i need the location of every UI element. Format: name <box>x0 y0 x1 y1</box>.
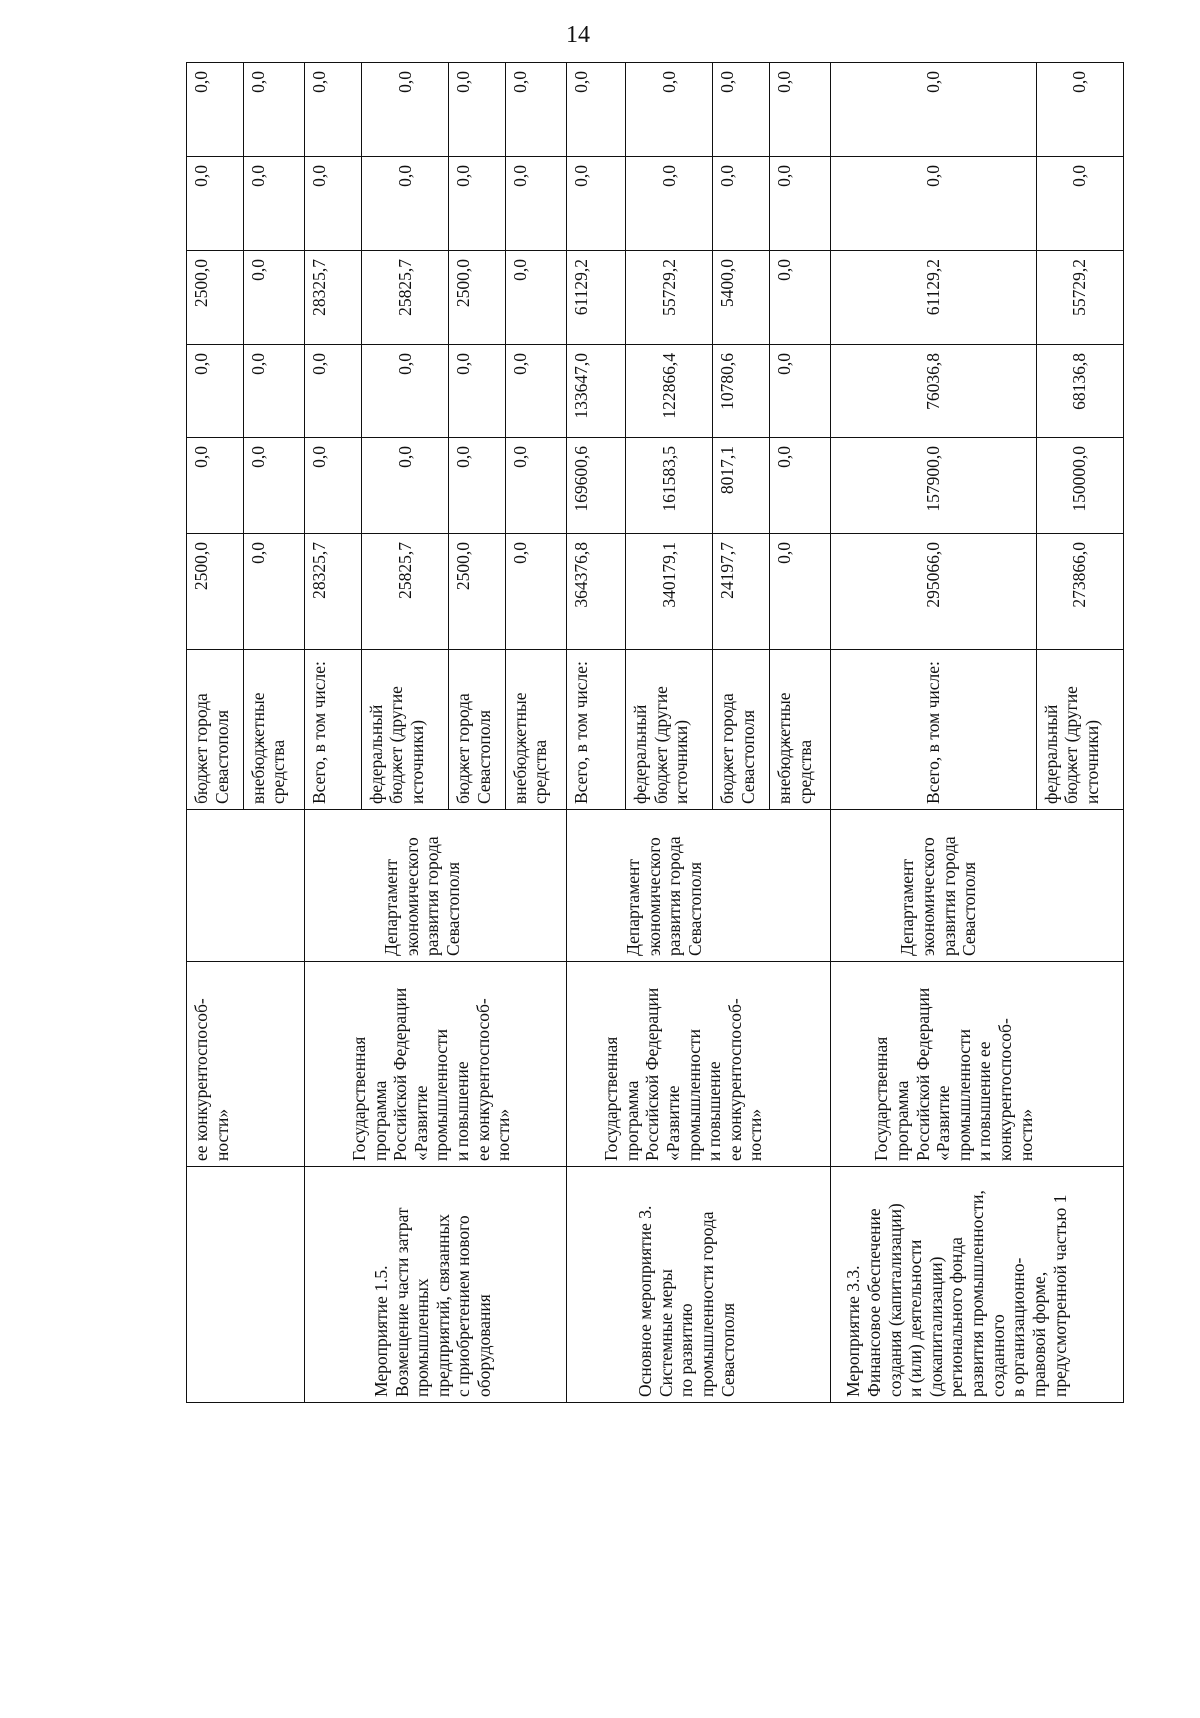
value-cell: 0,0 <box>713 157 770 251</box>
value-cell: 61129,2 <box>831 251 1036 345</box>
value-cell: 340179,1 <box>625 534 712 650</box>
value-cell: 169600,6 <box>566 438 625 534</box>
value-cell: 2500,0 <box>187 534 244 650</box>
value-cell: 0,0 <box>770 251 831 345</box>
value-cell: 0,0 <box>304 157 361 251</box>
value-cell: 0,0 <box>243 63 304 157</box>
value-cell: 0,0 <box>1036 63 1123 157</box>
value-cell: 0,0 <box>243 157 304 251</box>
value-cell: 0,0 <box>243 251 304 345</box>
value-cell: 0,0 <box>361 438 448 534</box>
measure-cell: Основное мероприятие 3. Системные меры по развитию промышленности города Севастополя <box>566 1167 830 1403</box>
funding-table <box>186 62 1124 1403</box>
program-cell: Государственная программа Российской Федерации «Развитие промышленности и повышение ее конкурентоспособ- ности» <box>566 962 830 1167</box>
rotated-table-wrapper <box>186 63 1124 1403</box>
value-cell: 0,0 <box>243 345 304 438</box>
value-cell: 0,0 <box>243 534 304 650</box>
program-cell: Государственная программа Российской Федерации «Развитие промышленности и повышение ее конкурентоспособ- ности» <box>304 962 566 1167</box>
value-cell: 0,0 <box>505 63 566 157</box>
value-cell: 273866,0 <box>1036 534 1123 650</box>
value-cell: 0,0 <box>361 345 448 438</box>
value-cell: 2500,0 <box>449 251 506 345</box>
table-row <box>831 63 1036 1403</box>
source-cell: Всего, в том числе: <box>566 650 625 810</box>
value-cell: 0,0 <box>187 63 244 157</box>
source-cell: Всего, в том числе: <box>831 650 1036 810</box>
executor-cell: Департамент экономического развития города Севастополя <box>831 810 1124 962</box>
value-cell: 2500,0 <box>187 251 244 345</box>
source-cell: федеральный бюджет (другие источники) <box>625 650 712 810</box>
value-cell: 0,0 <box>187 438 244 534</box>
value-cell: 0,0 <box>770 63 831 157</box>
value-cell: 0,0 <box>243 438 304 534</box>
value-cell: 0,0 <box>1036 157 1123 251</box>
value-cell: 25825,7 <box>361 251 448 345</box>
program-cell: ее конкурентоспособ- ности» <box>187 962 305 1167</box>
value-cell: 150000,0 <box>1036 438 1123 534</box>
source-cell: внебюджетные средства <box>770 650 831 810</box>
source-cell: внебюджетные средства <box>243 650 304 810</box>
value-cell: 0,0 <box>449 438 506 534</box>
value-cell: 5400,0 <box>713 251 770 345</box>
value-cell: 161583,5 <box>625 438 712 534</box>
source-cell: бюджет города Севастополя <box>449 650 506 810</box>
value-cell: 364376,8 <box>566 534 625 650</box>
value-cell: 0,0 <box>505 345 566 438</box>
value-cell: 0,0 <box>449 345 506 438</box>
value-cell: 55729,2 <box>1036 251 1123 345</box>
value-cell: 0,0 <box>361 157 448 251</box>
value-cell: 0,0 <box>713 63 770 157</box>
value-cell: 55729,2 <box>625 251 712 345</box>
value-cell: 0,0 <box>625 63 712 157</box>
measure-cell: Мероприятие 1.5. Возмещение части затрат промышленных предприятий, связанных с приобретением нового оборудования <box>304 1167 566 1403</box>
value-cell: 2500,0 <box>449 534 506 650</box>
value-cell: 0,0 <box>187 157 244 251</box>
value-cell: 0,0 <box>449 63 506 157</box>
value-cell: 0,0 <box>505 157 566 251</box>
executor-cell: Департамент экономического развития города Севастополя <box>566 810 830 962</box>
value-cell: 0,0 <box>505 438 566 534</box>
executor-cell: Департамент экономического развития города Севастополя <box>304 810 566 962</box>
value-cell: 10780,6 <box>713 345 770 438</box>
value-cell: 0,0 <box>770 345 831 438</box>
page-number: 14 <box>566 22 590 48</box>
table-row <box>566 63 625 1403</box>
value-cell: 0,0 <box>505 251 566 345</box>
value-cell: 0,0 <box>831 157 1036 251</box>
value-cell: 122866,4 <box>625 345 712 438</box>
source-cell: федеральный бюджет (другие источники) <box>361 650 448 810</box>
executor-cell <box>187 810 305 962</box>
value-cell: 28325,7 <box>304 534 361 650</box>
value-cell: 0,0 <box>625 157 712 251</box>
measure-cell <box>187 1167 305 1403</box>
value-cell: 295066,0 <box>831 534 1036 650</box>
program-cell: Государственная программа Российской Федерации «Развитие промышленности и повышение ее конкурентоспособ- ности» <box>831 962 1124 1167</box>
source-cell: Всего, в том числе: <box>304 650 361 810</box>
table-row <box>187 63 244 1403</box>
value-cell: 0,0 <box>304 345 361 438</box>
value-cell: 0,0 <box>449 157 506 251</box>
value-cell: 0,0 <box>770 157 831 251</box>
value-cell: 8017,1 <box>713 438 770 534</box>
value-cell: 28325,7 <box>304 251 361 345</box>
value-cell: 76036,8 <box>831 345 1036 438</box>
value-cell: 0,0 <box>831 63 1036 157</box>
value-cell: 0,0 <box>770 438 831 534</box>
source-cell: бюджет города Севастополя <box>713 650 770 810</box>
value-cell: 0,0 <box>566 63 625 157</box>
source-cell: федеральный бюджет (другие источники) <box>1036 650 1123 810</box>
source-cell: внебюджетные средства <box>505 650 566 810</box>
value-cell: 0,0 <box>187 345 244 438</box>
measure-cell: Мероприятие 3.3. Финансовое обеспечение создания (капитализации) и (или) деятельности (докапитализации) регионального фонда развития промышленности, созданного в организационно- правовой форме, предусмотренной частью 1 <box>831 1167 1124 1403</box>
value-cell: 0,0 <box>770 534 831 650</box>
value-cell: 68136,8 <box>1036 345 1123 438</box>
value-cell: 0,0 <box>361 63 448 157</box>
table-row <box>304 63 361 1403</box>
value-cell: 157900,0 <box>831 438 1036 534</box>
value-cell: 0,0 <box>304 438 361 534</box>
value-cell: 133647,0 <box>566 345 625 438</box>
value-cell: 25825,7 <box>361 534 448 650</box>
value-cell: 0,0 <box>505 534 566 650</box>
source-cell: бюджет города Севастополя <box>187 650 244 810</box>
value-cell: 24197,7 <box>713 534 770 650</box>
value-cell: 61129,2 <box>566 251 625 345</box>
value-cell: 0,0 <box>304 63 361 157</box>
value-cell: 0,0 <box>566 157 625 251</box>
